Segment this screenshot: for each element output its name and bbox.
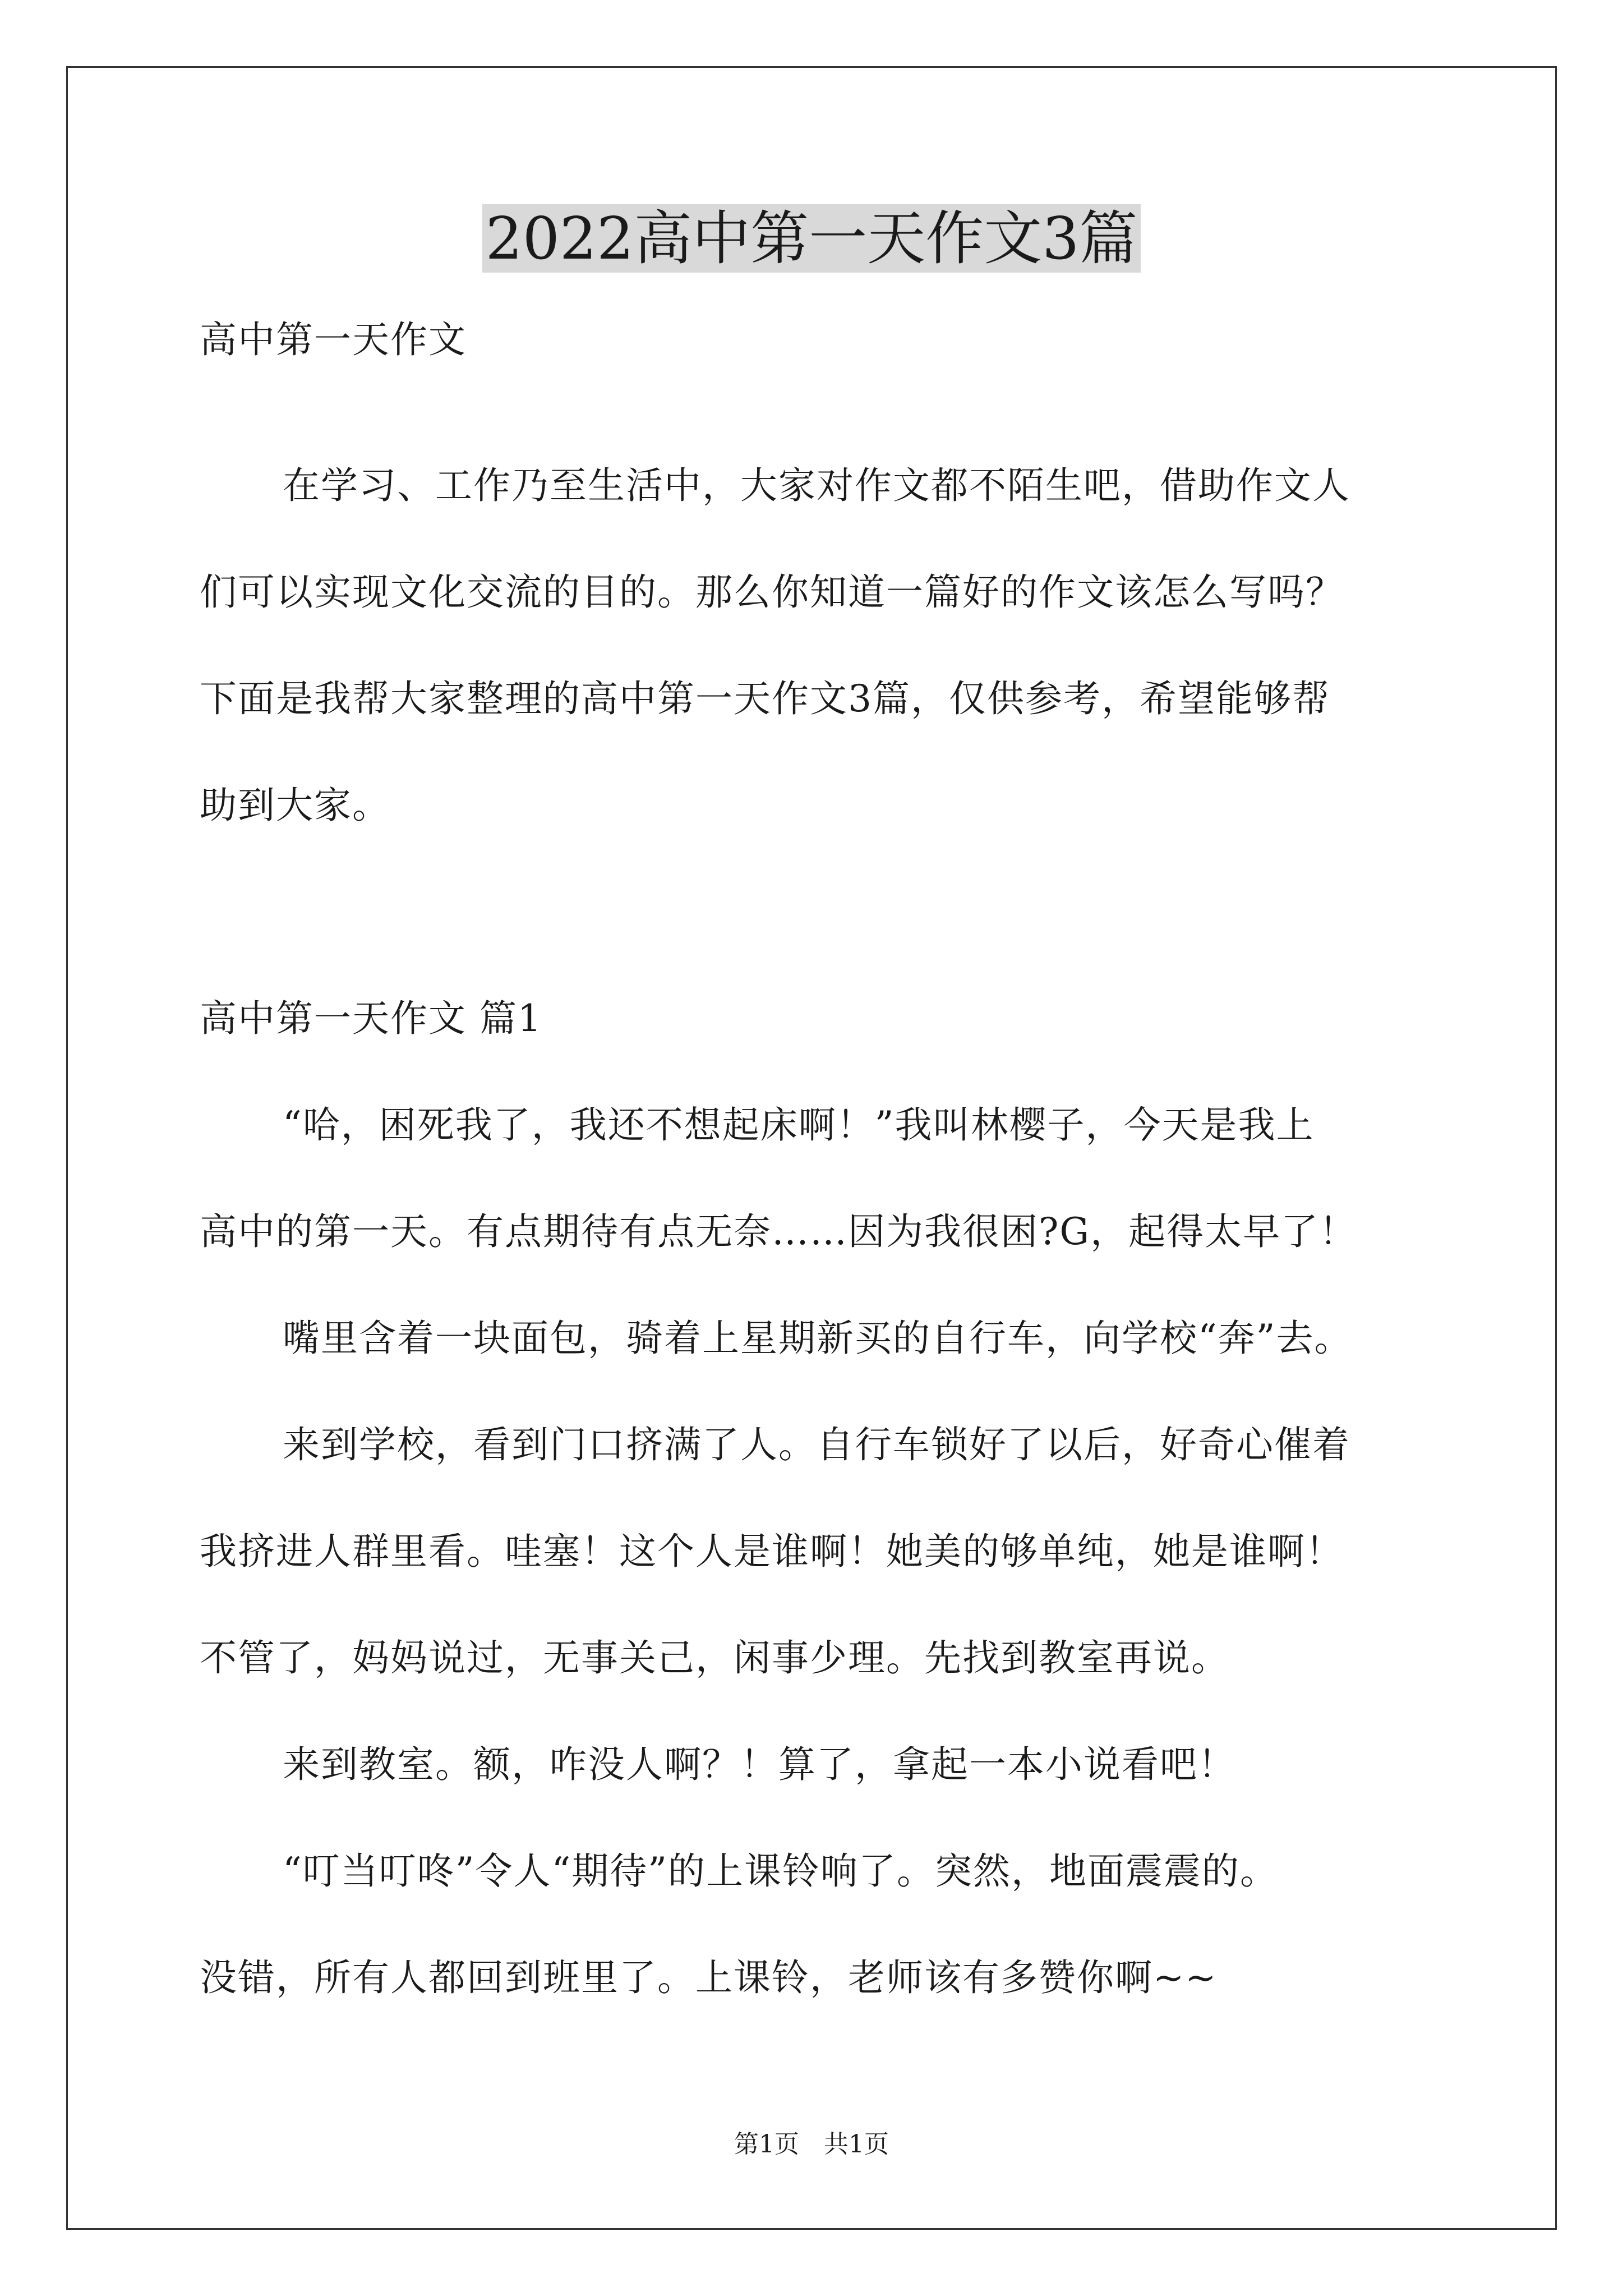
paragraph-line: 助到大家。	[200, 784, 390, 827]
paragraph-line: “哈，困死我了，我还不想起床啊！”我叫林樱子，今天是我上	[283, 1103, 1315, 1147]
document-title: 2022高中第一天作文3篇	[0, 202, 1623, 275]
paragraph-line: 来到教室。额，咋没人啊？！算了，拿起一本小说看吧！	[283, 1743, 1236, 1786]
paragraph-line: 们可以实现文化交流的目的。那么你知道一篇好的作文该怎么写吗？	[200, 570, 1344, 614]
paragraph-line: 嘴里含着一块面包，骑着上星期新买的自行车，向学校“奔”去。	[283, 1317, 1353, 1360]
paragraph-line: 高中的第一天。有点期待有点无奈……因为我很困?G，起得太早了！	[200, 1210, 1358, 1253]
section-heading: 高中第一天作文 篇1	[200, 997, 542, 1040]
paragraph-line: 来到学校，看到门口挤满了人。自行车锁好了以后，好奇心催着	[283, 1423, 1350, 1466]
paragraph-line: “叮当叮咚”令人“期待”的上课铃响了。突然，地面震震的。	[283, 1849, 1278, 1893]
paragraph-line: 不管了，妈妈说过，无事关己，闲事少理。先找到教室再说。	[200, 1636, 1229, 1680]
paragraph-line: 在学习、工作乃至生活中，大家对作文都不陌生吧，借助作文人	[283, 464, 1350, 507]
page-number-footer: 第1页 共1页	[734, 2130, 889, 2159]
paragraph-line: 我挤进人群里看。哇塞！这个人是谁啊！她美的够单纯，她是谁啊！	[200, 1530, 1344, 1573]
paragraph-line: 下面是我帮大家整理的高中第一天作文3篇，仅供参考，希望能够帮	[200, 677, 1330, 720]
paragraph-line: 没错，所有人都回到班里了。上课铃，老师该有多赞你啊~~	[200, 1956, 1218, 1999]
page-border	[66, 66, 1557, 2230]
section-heading: 高中第一天作文	[200, 318, 467, 361]
